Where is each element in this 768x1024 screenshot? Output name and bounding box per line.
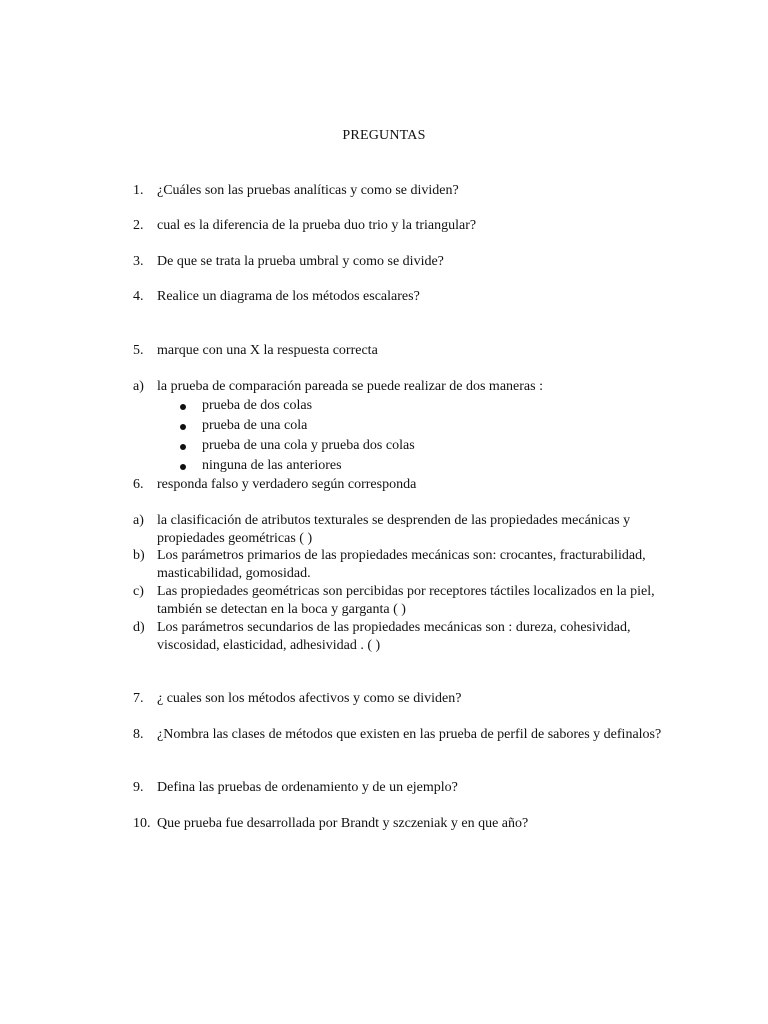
question-6c [133,583,673,619]
question-1 [133,182,673,200]
question-5 [133,342,673,360]
question-6b [133,547,673,583]
subquestion-marker: a) [133,513,144,528]
question-text: cual es la diferencia de la prueba duo trio y la triangular? [157,218,477,233]
bullet-icon [180,424,186,430]
question-marker: 3. [133,254,144,269]
question-text: Realice un diagrama de los métodos escalares? [157,289,420,304]
question-marker: 7. [133,691,144,706]
question-text: ¿Nombra las clases de métodos que existen en las prueba de perfil de sabores y definalos? [157,727,662,742]
option-item [180,397,312,415]
question-text: ¿ cuales son los métodos afectivos y como se dividen? [157,691,462,706]
question-5a [133,378,673,396]
question-2 [133,217,673,235]
option-text: ninguna de las anteriores [202,458,342,473]
question-7 [133,690,673,708]
option-text: prueba de una cola y prueba dos colas [202,438,415,453]
subquestion-text: Las propiedades geométricas son percibidas por receptores táctiles localizados en la piel, también se detectan en la boca y garganta ( ) [157,584,655,617]
bullet-icon [180,404,186,410]
bullet-icon [180,464,186,470]
question-marker: 8. [133,727,144,742]
subquestion-marker: c) [133,584,144,599]
question-marker: 1. [133,183,144,198]
question-text: De que se trata la prueba umbral y como se divide? [157,254,444,269]
question-marker: 5. [133,343,144,358]
subquestion-text: la prueba de comparación pareada se puede realizar de dos maneras : [157,379,543,394]
question-text: marque con una X la respuesta correcta [157,343,378,358]
question-10 [133,815,673,833]
subquestion-marker: d) [133,620,145,635]
question-text: Defina las pruebas de ordenamiento y de un ejemplo? [157,780,458,795]
subquestion-marker: a) [133,379,144,394]
question-6a [133,512,673,548]
question-9 [133,779,673,797]
option-item [180,457,342,475]
option-text: prueba de una cola [202,418,308,433]
question-6 [133,476,673,494]
bullet-icon [180,444,186,450]
subquestion-text: Los parámetros secundarios de las propiedades mecánicas son : dureza, cohesividad, viscosidad, elasticidad, adhesividad . ( ) [157,620,631,653]
option-item [180,417,307,435]
subquestion-text: la clasificación de atributos texturales se desprenden de las propiedades mecánicas y propiedades geométricas ( ) [157,513,631,546]
page-title: PREGUNTAS [342,128,426,143]
question-marker: 9. [133,780,144,795]
subquestion-marker: b) [133,548,145,563]
option-text: prueba de dos colas [202,398,313,413]
question-6d [133,619,673,655]
question-marker: 10. [133,816,151,831]
question-marker: 2. [133,218,144,233]
question-text: ¿Cuáles son las pruebas analíticas y como se dividen? [157,183,459,198]
option-item [180,437,415,455]
question-3 [133,253,673,271]
question-text: Que prueba fue desarrollada por Brandt y szczeniak y en que año? [157,816,529,831]
question-text: responda falso y verdadero según corresponda [157,477,417,492]
question-4 [133,288,673,306]
question-8 [133,726,673,744]
subquestion-text: Los parámetros primarios de las propiedades mecánicas son: crocantes, fracturabilidad, masticabilidad, gomosidad. [157,548,646,581]
question-marker: 6. [133,477,144,492]
question-marker: 4. [133,289,144,304]
